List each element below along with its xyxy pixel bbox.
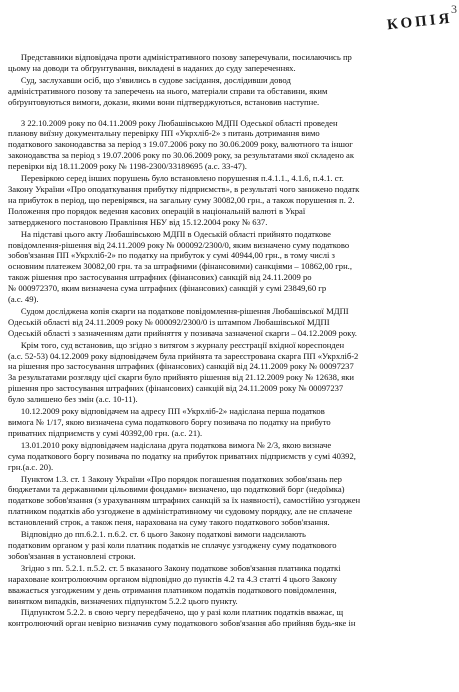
document-body xyxy=(8,52,456,630)
text-line: нараховане контролюючим органом відповідно до пунктів 4.2 та 4.3 статті 4 цього Закону xyxy=(8,573,337,584)
text-line: затвердженого постановою Правління НБУ від 15.12.2004 року № 637. xyxy=(8,216,268,227)
text-line: На підставі цього акту Любашівською МДПІ в Одеській області прийнято податкове xyxy=(8,228,331,239)
text-line: рішення про застосування штрафних (фінансових) санкцій від 24.11.2009 року № 00097237 xyxy=(8,383,344,394)
paragraph xyxy=(8,406,456,439)
paragraph xyxy=(8,529,456,562)
text-line: податкове зобов'язання (з урахуванням штрафних санкцій за їх наявності), самостійно узгоджен xyxy=(8,495,361,506)
text-line: Суд, заслухавши осіб, що з'явились в судове засідання, дослідивши довод xyxy=(8,74,291,85)
text-line: повідомлення-рішення від 24.11.2009 року № 000092/2300/0, яким визначено суму податково xyxy=(8,239,350,250)
text-line: винятком випадків, визначених підпунктом 5.2.2 цього пункту. xyxy=(8,595,238,606)
paragraph xyxy=(8,229,456,305)
text-line: цьому на доводи та обґрунтування, викладені в наданих до суду запереченнях. xyxy=(8,62,296,73)
paragraph xyxy=(8,306,456,339)
paragraph xyxy=(8,75,456,108)
copy-stamp: КОПІЯ xyxy=(386,10,454,34)
text-line: перевірки від 18.11.2009 року № 1198-2300/33189695 (а.с. 33-47). xyxy=(8,161,247,172)
text-line: Перевіркою серед інших порушень було встановлено порушення п.4.1.1., 4.1.6, п.4.1. ст. xyxy=(8,173,344,184)
text-line: вимога № 1/17, якою визначена сума податкового боргу позивача по податку на прибуто xyxy=(8,417,331,427)
text-line: було залишено без змін (а.с. 10-11). xyxy=(8,394,138,405)
text-line: основним платежем 30082,00 грн. та за штрафними (фінансовими) санкціями – 10862,00 грн., xyxy=(8,261,352,272)
text-line: Положення про порядок ведення касових операцій в національній валюті в Украї xyxy=(8,205,306,216)
text-line: платником податків або узгоджене в адміністративному чи судовому порядку, але не сплачене xyxy=(8,506,353,517)
text-line: законодавства за період з 19.07.2006 року по 30.06.2009 року, за результатами якої складено ак xyxy=(8,150,355,161)
text-line: бюджетами та державними цільовими фондами» визначено, що податковий борг (недоїмка) xyxy=(8,484,345,495)
text-line: Представники відповідача проти адміністративного позову заперечували, посилаючись пр xyxy=(8,52,352,62)
paragraph xyxy=(8,118,456,173)
text-line: вважається узгодженим у день отримання платником податків податкового повідомлення, xyxy=(8,584,337,595)
paragraph xyxy=(8,440,456,473)
text-line: Відповідно до пп.6.2.1. п.6.2. ст. 6 цього Закону податкові вимоги надсилають xyxy=(8,529,306,540)
text-line: податковим органом у разі коли платник податків не сплачує узгоджену суму податкового xyxy=(8,539,337,550)
text-line: Крім того, суд встановив, що згідно з витягом з журналу реєстрації вхідної кореспонден xyxy=(8,339,345,350)
text-line: (а.с. 52-53) 04.12.2009 року відповідачем була прийнята та зареєстрована скарга ПП «Укрхліб-2 xyxy=(8,350,359,361)
text-line: 13.01.2010 року відповідачем надіслана друга податкова вимога № 2/3, якою визначе xyxy=(8,439,332,450)
text-line: За результатами розгляду цієї скарги було прийнято рішення від 21.12.2009 року № 12638, яки xyxy=(8,372,354,383)
text-line: зобов'язання в установлені строки. xyxy=(8,550,136,561)
text-line: № 000972370, яким визначена сума штрафних (фінансових) санкцій у сумі 23849,60 гр xyxy=(8,283,327,294)
paragraph-gap xyxy=(8,109,456,118)
text-line: зобов'язання ПП «Укрхліб-2» по податку на прибуток у сумі 40944,00 грн., в тому числі з xyxy=(8,250,335,261)
text-line: Одеській області з зазначенням дати прийняття у позивача зазначеної скарги – 04.12.2009 року. xyxy=(8,327,357,338)
paragraph xyxy=(8,52,456,74)
text-line: сума податкового боргу позивача по податку на прибуток приватних підприємств у сумі 40392, xyxy=(8,450,356,461)
text-line: Пунктом 1.3. ст. 1 Закону України «Про порядок погашення податкових зобов'язань пер xyxy=(8,473,342,484)
text-line: на прибуток в період, що перевірявся, на загальну суму 30082,00 грн., а також порушення п. 2. xyxy=(8,194,355,205)
text-line: адміністративного позову та заперечень на нього, матеріали справи та обставини, яким xyxy=(8,85,328,96)
paragraph xyxy=(8,474,456,529)
paragraph xyxy=(8,563,456,607)
paragraph xyxy=(8,173,456,228)
text-line: встановлений строк, а також пеня, нарахована на суму такого податкового зобов'язання. xyxy=(8,517,330,528)
text-line: обґрунтовуються вимоги, докази, якими вони підтверджуються, встановив наступне. xyxy=(8,96,320,107)
text-line: на рішення про застосування штрафних (фінансових) санкцій від 24.11.2009 року № 00097237 xyxy=(8,361,354,372)
text-line: також рішення про застосування штрафних (фінансових) санкцій від 24.11.2009 ро xyxy=(8,272,312,283)
text-line: контролюючий орган невірно визначив суму податкового зобов'язання або прийняв будь-яке ін xyxy=(8,618,356,629)
text-line: Підпунктом 5.2.2. в свою чергу передбачено, що у разі коли платник податків вважає, щ xyxy=(8,607,344,618)
text-line: Закону України «Про оподаткування прибутку підприємств», в результаті чого занижено податк xyxy=(8,183,360,194)
text-line: (а.с. 49). xyxy=(8,294,39,305)
text-line: 10.12.2009 року відповідачем на адресу ПП «Укрхліб-2» надіслана перша податков xyxy=(8,406,325,417)
text-line: приватних підприємств у сумі 40392,00 грн. (а.с. 21). xyxy=(8,427,203,438)
corner-mark: 3 xyxy=(451,2,457,16)
text-line: планову виїзну документальну перевірку ПП «Укрхліб-2» з питань дотримання вимо xyxy=(8,128,320,139)
text-line: Одеській області від 24.11.2009 року № 000092/2300/0 із штампом Любашівської МДПІ xyxy=(8,316,330,327)
text-line: грн.(а.с. 20). xyxy=(8,461,54,472)
paragraph xyxy=(8,607,456,629)
text-line: Судом досліджена копія скарги на податкове повідомлення-рішення Любашівської МДПІ xyxy=(8,305,349,316)
paragraph xyxy=(8,340,456,405)
text-line: З 22.10.2009 року по 04.11.2009 року Любашівською МДПІ Одеської області проведен xyxy=(8,117,338,128)
text-line: Згідно з пп. 5.2.1. п.5.2. ст. 5 вказаного Закону податкове зобов'язання платника податкі xyxy=(8,562,341,573)
text-line: податкового законодавства за період з 19.07.2006 року по 30.06.2009 року, валютного та іншог xyxy=(8,139,353,150)
